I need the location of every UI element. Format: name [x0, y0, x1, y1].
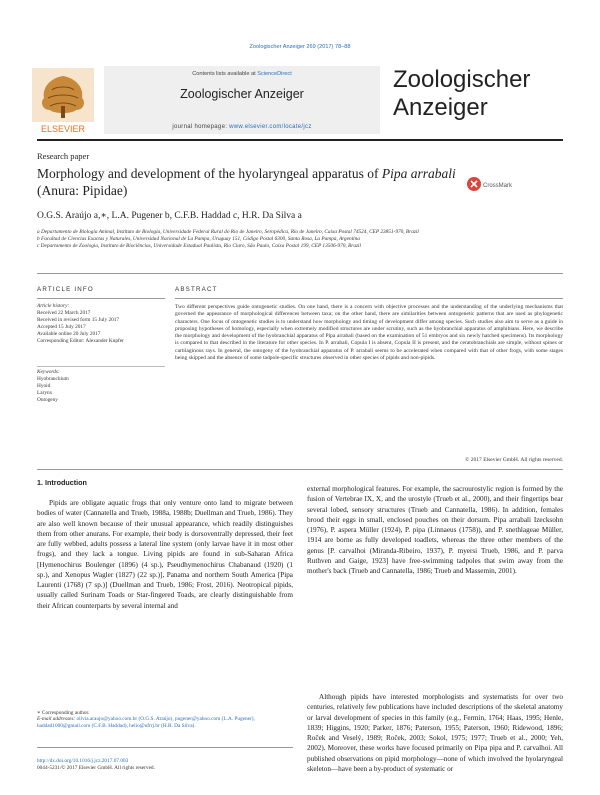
section-rule: [37, 273, 563, 274]
publication-info: http://dx.doi.org/10.1016/j.jcz.2017.07.003 0044-5231/© 2017 Elsevier GmbH. All rights reserved.: [37, 758, 293, 771]
affiliation: c Departamento de Zoologia, Instituto de Biociências, Universidade Estadual Paulista, Rio Claro, São Paulo, Caixa Postal 199, CEP 13506-970, Brazil: [37, 243, 361, 250]
author-list: O.G.S. Araújo a,∗, L.A. Pugener b, C.F.B. Haddad c, H.R. Da Silva a: [37, 211, 302, 221]
history-line: Received in revised form 15 July 2017: [37, 316, 120, 323]
journal-homepage: journal homepage: www.elsevier.com/locate/jcz: [172, 124, 312, 130]
divider: [37, 298, 165, 299]
history-line: Available online 20 July 2017: [37, 330, 101, 337]
article-type: Research paper: [37, 151, 90, 161]
footnote-rule: [37, 747, 293, 748]
header-rule: [37, 139, 563, 141]
body-column-left: Pipids are obligate aquatic frogs that only venture onto land to migrate between bodies of water (Cannatella and Trueb, 1988a, 1988b; Duellman and Trueb, 1986). They are also well known because of their unusual appearance, which readily distinguishes them from other anurans. For example, their body is dorsoventrally depressed, their feet are fully webbed, adults possess a lateral line system (only larvae have it in most other frogs), and they lack a tongue. Living pipids are found in sub-Saharan Africa [Hymenochirus Boulenger (1896) (4 sp.), Pseudhymenochirus Chabanaud (1920) (1 sp.), and Xenopus Wagler (1827) (22 sp.)], Panama and northern South America [Pipa Laurenti (1768) (7 sp.)] (Duellman and Trueb, 1986; Frost, 2016). Neotropical pipids, usually called Surinam Toads or Star-fingered Toads, are clearly distinguishable from their African counterparts by several internal and: [37, 499, 293, 610]
history-line: Accepted 15 July 2017: [37, 323, 86, 330]
abstract-heading: ABSTRACT: [175, 286, 218, 293]
article-history: Article history: Received 22 March 2017 Received in revised form 15 July 2017 Accepted 15 July 2017 Available online 20 July 2017 Corresponding Editor: Alexander Kupfer: [37, 303, 165, 344]
elsevier-logo: [30, 66, 96, 136]
article-info-heading: ARTICLE INFO: [37, 286, 94, 293]
abstract-copyright: © 2017 Elsevier GmbH. All rights reserved.: [465, 457, 563, 463]
section-rule: [37, 469, 563, 470]
sciencedirect-link[interactable]: ScienceDirect: [257, 71, 292, 77]
journal-name: Zoologischer Anzeiger: [180, 87, 304, 101]
history-line: Corresponding Editor: Alexander Kupfer: [37, 337, 124, 344]
footnote: ∗ Corresponding author. E-mail addresses: olivia.araujo@yahoo.com.br (O.G.S. Araújo), pugener@yahoo.com (L.A. Pugener), haddad1000@gmail.com (C.F.B. Haddad), helio@ufrrj.br (H.R. Da Silva).: [37, 710, 255, 729]
body-column-right: external morphological features. For example, the sacrourostylic region is formed by the fusion of Vertebrae IX, X, and the urostyle (Trueb et al., 2000), and their fingertips bear several lobed, sensory structures (Trueb and Cannatella, 1986). In addition, females brood their eggs in small, enclosed pouches on their dorsum. Pipa arrabali Izecksohn (1976), P. aspera Müller (1924), P. pipa (Linnaeus (1758)), and P. snethlageae Müller, 1914 are borne as fully developed toadlets, whereas the three other members of the genus [P. carvalhoi (Miranda-Ribeiro, 1937), P. myersi Trueb, 1986, and P. parva Ruthven and Gaige, 1923] have free-swimming tadpoles that swim away from the mother's back (Trueb and Cannatella, 1986; Trueb and Massemin, 2001).: [307, 485, 563, 576]
article-title: Morphology and development of the hyolaryngeal apparatus of Pipa arrabali (Anura: Pipidae): [37, 166, 456, 198]
keyword: Larynx: [37, 389, 53, 396]
contents-line: Contents lists available at ScienceDirect: [192, 71, 292, 77]
crossmark-badge[interactable]: [466, 174, 556, 194]
introduction-heading: 1. Introduction: [37, 478, 87, 487]
abstract-text: Two different perspectives guide ontogenetic studies. On one hand, there is a concern with objective processes and the understanding of the underlying mechanisms that governed the appearance of morphological differences between taxa; on the other hand, there are similarities between ontogenetic patterns that are used as phylogenetic characters. One focus of ontogenetic studies is to understand how morphology and timing of development differ among species. Such studies also aim to serve as a guide in proposing hypotheses of homology, especially when extremely modified structures are under scrutiny, such as the hyobranchial apparatus of amphibians. Here, we describe the morphology and development of the hyobranchial apparatus of Pipa arrabali (based on the examination of 51 embryos and six newly hatched specimens). Its morphology is compared to that described in the literature for other species. In P. arrabali, Copula I is absent, Copula II is present, and the ceratobranchials are simple, without spines or cartilaginous rays. In general, the ontogeny of the hyobranchial apparatus of P. arrabali seems to be accelerated when compared with that of other frogs, with some stages being skipped and the absence of some tadpole-specific structures observed in other species of pipids and non-pipids.: [175, 304, 563, 362]
keyword: Ontogeny: [37, 396, 58, 403]
journal-citation[interactable]: Zoologischer Anzeiger 269 (2017) 78–88: [249, 44, 351, 50]
divider: [37, 366, 165, 367]
divider: [175, 298, 563, 299]
journal-title-large: Zoologischer Anzeiger: [393, 66, 531, 121]
body-column-right-continued: Although pipids have interested morphologists and systematists for over two centuries, relatively few publications have included descriptions of the skeletal anatomy or larval development of species in this family (e.g., Fermin, 1764; Haas, 1995; Henle, 1839; Higgins, 1920; Parker, 1876; Paterson, 1955; Paterson, 1960; Ridewood, 1896; Roček and Veselý, 1989; Roček, 2003; Sokol, 1975; 1977; Trueb et al., 2000; Yeh, 2002). Moreover, these works have focused primarily on Pipa pipa and P. carvalhoi. All published observations on pipid morphology—none of which involved the hyolaryngeal skeleton—have been a by-product of systematic or: [307, 693, 563, 773]
elsevier-logo-text: ELSEVIER: [40, 124, 86, 134]
keyword: Hyobranchium: [37, 375, 69, 382]
crossmark-label: CrossMark: [483, 183, 513, 189]
email-addresses[interactable]: olivia.araujo@yahoo.com.br (O.G.S. Araújo), pugener@yahoo.com (L.A. Pugener), haddad1000@gmail.com (C.F.B. Haddad), helio@ufrrj.br (H.R. Da Silva).: [37, 716, 255, 729]
keyword: Hyoid: [37, 382, 51, 389]
affiliation: b Facultad de Ciencias Exactas y Naturales, Universidad Nacional de La Pampa, Uruguay 151, Código Postal 6300, Santa Rosa, La Pampa, Argentina: [37, 236, 360, 243]
affiliations: [37, 229, 563, 251]
affiliation: a Departamento de Biologia Animal, Instituto de Biologia, Universidade Federal Rural do Rio de Janeiro, Seropédica, Rio de Janeiro, Caixa Postal 74524, CEP 23851-970, Brazil: [37, 229, 419, 235]
doi-link[interactable]: http://dx.doi.org/10.1016/j.jcz.2017.07.003: [37, 758, 129, 764]
homepage-link[interactable]: www.elsevier.com/locate/jcz: [229, 124, 312, 130]
keywords: Keywords: Hyobranchium Hyoid Larynx Ontogeny: [37, 369, 165, 404]
history-line: Received 22 March 2017: [37, 309, 91, 316]
